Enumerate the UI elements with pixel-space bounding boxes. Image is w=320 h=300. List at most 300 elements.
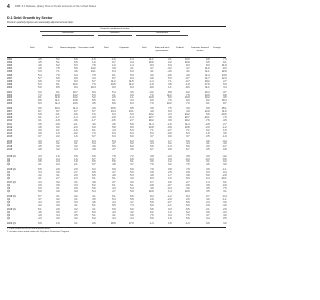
- table-cell: 6.6: [92, 155, 96, 158]
- table-cell: 1.6: [168, 177, 172, 180]
- table-cell: 8.8: [168, 91, 172, 94]
- table-cell: 6.4: [92, 140, 96, 143]
- table-cell: 5.6: [150, 217, 154, 220]
- table-cell: -1.3: [129, 59, 134, 61]
- table-cell: 2.8: [150, 171, 154, 174]
- table-cell: 5.6: [206, 113, 210, 116]
- table-cell: 3.6: [112, 124, 116, 127]
- table-cell: 2.3: [168, 113, 172, 116]
- table-cell: 3.5: [168, 84, 172, 86]
- table-cell: 10.9: [185, 191, 190, 194]
- table-cell: -2.7: [167, 130, 172, 132]
- table-cell: -4.2: [222, 155, 227, 158]
- table-cell: 1.4: [168, 191, 172, 194]
- table-cell: 4.4: [186, 143, 190, 146]
- table-cell: 3.8: [206, 185, 210, 188]
- table-cell: 1.8: [74, 161, 78, 164]
- table-cell: -0.5: [111, 119, 116, 122]
- table-cell: 4.6: [92, 146, 96, 149]
- table-cell: 0.2: [168, 164, 172, 167]
- row-label: 2016: [7, 140, 13, 143]
- table-cell: 0.7: [112, 61, 116, 64]
- group-header-rule: [136, 35, 188, 36]
- table-cell: 6.7: [112, 158, 116, 161]
- table-subtitle: Percent; quarterly figures are seasonally adjusted annual rates: [7, 21, 74, 24]
- row-label: 2013: [7, 130, 13, 132]
- table-cell: 6.0: [130, 135, 134, 138]
- table-cell: 5.1: [56, 61, 60, 64]
- table-cell: -0.7: [185, 78, 190, 81]
- table-cell: 2.4: [56, 158, 60, 161]
- table-cell: -3.2: [167, 67, 172, 70]
- table-cell: 5.7: [38, 195, 42, 198]
- table-cell: 0.2: [206, 130, 210, 132]
- column-header: Domestic financial sectors: [191, 47, 209, 52]
- table-cell: 3.9: [168, 119, 172, 122]
- column-header: Total: [29, 47, 35, 49]
- row-label: 2017 Q1: [7, 182, 16, 185]
- table-cell: 4.0: [92, 124, 96, 127]
- column-header: Total: [47, 47, 53, 49]
- table-cell: 3.2: [56, 182, 60, 185]
- table-cell: 6.2: [38, 91, 42, 94]
- table-cell: 6.7: [92, 158, 96, 161]
- table-row: [7, 136, 226, 139]
- table-cell: 1.1: [130, 97, 134, 100]
- table-cell: -1.1: [222, 169, 227, 171]
- table-cell: 13.1: [129, 110, 134, 113]
- table-cell: 3.3: [74, 185, 78, 188]
- table-cell: 4.2: [38, 174, 42, 177]
- table-row: [7, 223, 226, 226]
- group-header-rule: [42, 35, 94, 36]
- row-label: 1993: [7, 64, 13, 67]
- table-cell: 4.7: [186, 67, 190, 70]
- table-cell: 13.4: [111, 110, 116, 113]
- table-cell: 11.4: [205, 75, 210, 78]
- table-cell: 11.4: [185, 124, 190, 127]
- table-cell: 4.0: [206, 198, 210, 201]
- table-cell: 3.6: [206, 140, 210, 143]
- table-cell: 4.6: [38, 67, 42, 70]
- table-cell: 8.7: [223, 103, 227, 106]
- group-header: Households: [62, 32, 74, 34]
- table-cell: -3.6: [73, 119, 78, 122]
- row-label: Q3: [7, 215, 11, 217]
- table-cell: 4.8: [186, 174, 190, 177]
- table-cell: 0.2: [223, 161, 227, 164]
- table-cell: 2.5: [168, 171, 172, 174]
- table-cell: 2.7: [223, 124, 227, 127]
- row-label: 2018: [7, 146, 13, 149]
- row-label: Q3: [7, 174, 11, 177]
- table-cell: -1.8: [55, 119, 60, 122]
- table-cell: 4.1: [38, 119, 42, 122]
- table-cell: 4.8: [150, 174, 154, 177]
- table-cell: 6.0: [186, 140, 190, 143]
- table-cell: 5.6: [112, 146, 116, 149]
- table-cell: -1.9: [222, 135, 227, 138]
- table-cell: 8.3: [206, 64, 210, 67]
- table-title: D.1 Debt Growth by Sector: [7, 16, 53, 20]
- table-cell: 5.2: [92, 217, 96, 220]
- row-label: 2015 Q1: [7, 155, 16, 158]
- table-cell: 4.6: [74, 70, 78, 73]
- table-cell: 5.6: [150, 146, 154, 149]
- table-cell: 6.9: [38, 81, 42, 84]
- table-cell: 6.6: [130, 195, 134, 198]
- table-cell: 1.9: [56, 222, 60, 225]
- table-cell: 9.1: [56, 84, 60, 86]
- table-cell: 4.6: [223, 143, 227, 146]
- table-cell: 5.7: [92, 81, 96, 84]
- table-cell: 6.1: [112, 75, 116, 78]
- table-cell: 5.0: [223, 84, 227, 86]
- table-cell: 3.4: [38, 171, 42, 174]
- table-cell: 6.5: [186, 209, 190, 212]
- table-cell: -0.9: [167, 127, 172, 130]
- table-cell: 10.5: [111, 107, 116, 110]
- table-cell: 10.9: [149, 61, 154, 64]
- table-cell: 8.4: [186, 195, 190, 198]
- table-cell: 6.1: [112, 100, 116, 103]
- table-cell: 4.1: [112, 215, 116, 217]
- table-cell: 4.1: [92, 209, 96, 212]
- table-cell: 3.2: [74, 217, 78, 220]
- table-cell: 11.0: [129, 84, 134, 86]
- table-cell: 8.5: [56, 86, 60, 89]
- table-cell: 9.0: [150, 100, 154, 103]
- table-cell: 3.1: [74, 198, 78, 201]
- table-cell: -2.3: [167, 155, 172, 158]
- table-cell: 4.1: [38, 177, 42, 180]
- table-cell: 3.5: [206, 188, 210, 191]
- table-cell: 4.4: [38, 201, 42, 204]
- table-cell: 3.1: [74, 222, 78, 225]
- table-cell: 3.2: [56, 198, 60, 201]
- table-cell: 3.6: [223, 132, 227, 135]
- table-cell: 7.9: [186, 169, 190, 171]
- table-cell: 6.5: [112, 204, 116, 207]
- table-cell: 2.6: [223, 209, 227, 212]
- table-cell: 8.7: [112, 78, 116, 81]
- table-cell: 2.9: [74, 188, 78, 191]
- table-cell: 4.3: [130, 100, 134, 103]
- table-cell: 11.0: [205, 67, 210, 70]
- table-cell: -1.3: [185, 222, 190, 225]
- table-cell: -10.6: [221, 113, 227, 116]
- table-cell: 14.1: [91, 70, 96, 73]
- table-cell: 9.2: [206, 100, 210, 103]
- table-cell: 6.0: [130, 209, 134, 212]
- table-cell: 4.7: [112, 171, 116, 174]
- table-cell: -0.7: [167, 185, 172, 188]
- table-cell: 3.7: [112, 182, 116, 185]
- table-cell: 5.1: [92, 204, 96, 207]
- table-cell: 4.6: [130, 149, 134, 152]
- table-cell: 5.9: [74, 67, 78, 70]
- row-label: 2000: [7, 86, 13, 89]
- table-cell: 10.7: [73, 91, 78, 94]
- table-cell: -4.7: [222, 91, 227, 94]
- table-cell: 4.5: [168, 116, 172, 119]
- table-cell: 4.8: [38, 149, 42, 152]
- table-cell: 3.0: [56, 204, 60, 207]
- table-cell: 3.9: [186, 107, 190, 110]
- table-cell: 9.3: [38, 103, 42, 106]
- table-cell: 5.5: [112, 161, 116, 164]
- table-cell: 0.4: [130, 61, 134, 64]
- column-header: Total: [103, 47, 109, 49]
- table-cell: 1.8: [206, 132, 210, 135]
- footnote: 1. Data shown are on an end-of-period basis.: [7, 228, 51, 230]
- table-cell: 3.3: [56, 201, 60, 204]
- table-cell: 4.4: [112, 217, 116, 220]
- table-cell: 17.0: [129, 222, 134, 225]
- row-label: Q4: [7, 204, 11, 207]
- release-line: FRB: Z.1 Release, [date], Flow of Funds Accounts of the United States: [15, 5, 97, 8]
- table-cell: 3.2: [74, 146, 78, 149]
- row-label: 2003: [7, 97, 13, 100]
- table-cell: 3.7: [186, 135, 190, 138]
- row-label: 2018 Q1: [7, 195, 16, 198]
- table-row: [7, 120, 226, 123]
- table-cell: 25.1: [222, 107, 227, 110]
- table-cell: 6.5: [92, 161, 96, 164]
- table-cell: 3.6: [206, 169, 210, 171]
- table-cell: -0.8: [185, 185, 190, 188]
- table-cell: 10.2: [205, 97, 210, 100]
- table-cell: 6.3: [168, 110, 172, 113]
- row-label: 2012: [7, 127, 13, 130]
- table-cell: 13.6: [73, 103, 78, 106]
- table-cell: 3.0: [206, 146, 210, 149]
- table-cell: 3.0: [206, 155, 210, 158]
- table-cell: 24.2: [185, 113, 190, 116]
- table-cell: 20.2: [185, 119, 190, 122]
- table-cell: -1.7: [55, 116, 60, 119]
- table-cell: 5.9: [186, 201, 190, 204]
- table-cell: 2.3: [56, 161, 60, 164]
- row-label: Q3: [7, 201, 11, 204]
- table-cell: 3.6: [186, 161, 190, 164]
- table-cell: 5.9: [112, 209, 116, 212]
- table-cell: 2.7: [74, 171, 78, 174]
- table-cell: 6.1: [92, 177, 96, 180]
- table-cell: 4.5: [223, 97, 227, 100]
- table-cell: 7.6: [150, 94, 154, 97]
- table-cell: 11.0: [222, 110, 227, 113]
- table-cell: 4.6: [223, 215, 227, 217]
- table-row: [7, 71, 226, 74]
- table-cell: -0.3: [205, 158, 210, 161]
- table-cell: 4.3: [38, 182, 42, 185]
- table-cell: 2.3: [74, 140, 78, 143]
- table-cell: -0.6: [73, 113, 78, 116]
- table-cell: 7.6: [186, 164, 190, 167]
- table-cell: 5.3: [130, 75, 134, 78]
- table-cell: 6.2: [92, 169, 96, 171]
- table-cell: 6.5: [206, 61, 210, 64]
- table-cell: 5.3: [112, 198, 116, 201]
- table-cell: 14.2: [91, 67, 96, 70]
- table-cell: 3.1: [56, 195, 60, 198]
- row-label: Q4: [7, 217, 11, 220]
- table-cell: 3.1: [74, 143, 78, 146]
- table-cell: 4.7: [112, 149, 116, 152]
- table-cell: 1.6: [56, 155, 60, 158]
- table-cell: 20.2: [149, 119, 154, 122]
- table-cell: 4.6: [92, 107, 96, 110]
- table-cell: -0.9: [222, 185, 227, 188]
- table-cell: 10.8: [185, 127, 190, 130]
- table-cell: 5.0: [206, 174, 210, 177]
- table-cell: 5.1: [112, 177, 116, 180]
- table-cell: 7.9: [56, 81, 60, 84]
- table-cell: 6.4: [74, 75, 78, 78]
- table-cell: 11.5: [129, 81, 134, 84]
- table-cell: 3.9: [38, 132, 42, 135]
- table-cell: -1.9: [149, 84, 154, 86]
- table-cell: 8.3: [150, 177, 154, 180]
- table-cell: 4.7: [150, 67, 154, 70]
- table-cell: -6.6: [222, 158, 227, 161]
- table-cell: 4.4: [130, 217, 134, 220]
- table-cell: 5.9: [150, 201, 154, 204]
- table-cell: 11.1: [55, 100, 60, 103]
- table-cell: 2.9: [38, 158, 42, 161]
- table-cell: 5.2: [92, 97, 96, 100]
- table-cell: 3.6: [206, 212, 210, 215]
- row-label: 2017: [7, 143, 13, 146]
- table-cell: 1.6: [74, 135, 78, 138]
- table-cell: 3.0: [223, 201, 227, 204]
- table-cell: 4.6: [150, 188, 154, 191]
- table-cell: 3.1: [38, 116, 42, 119]
- table-cell: 7.8: [92, 75, 96, 78]
- table-cell: -2.0: [73, 127, 78, 130]
- table-cell: -0.9: [55, 124, 60, 127]
- table-cell: -0.3: [149, 158, 154, 161]
- table-cell: 0.9: [74, 155, 78, 158]
- super-header: Domestic nonfinancial sectors: [100, 27, 130, 30]
- table-cell: -10.1: [204, 116, 210, 119]
- table-cell: 3.4: [56, 215, 60, 217]
- table-cell: 5.0: [186, 204, 190, 207]
- table-cell: 4.8: [92, 149, 96, 152]
- table-cell: 2.7: [186, 182, 190, 185]
- table-cell: 2.5: [206, 135, 210, 138]
- table-cell: 4.3: [112, 212, 116, 215]
- table-cell: 9.3: [112, 86, 116, 89]
- table-cell: 2.2: [168, 61, 172, 64]
- table-cell: 1.0: [112, 64, 116, 67]
- table-cell: 4.1: [92, 195, 96, 198]
- table-cell: 1.5: [223, 130, 227, 132]
- table-cell: 4.0: [38, 130, 42, 132]
- table-cell: 16.3: [222, 100, 227, 103]
- table-cell: 2.3: [206, 201, 210, 204]
- table-cell: 1.4: [130, 64, 134, 67]
- table-cell: 6.1: [130, 161, 134, 164]
- table-cell: 3.5: [38, 161, 42, 164]
- table-cell: 22.9: [222, 70, 227, 73]
- row-label: Q4: [7, 164, 11, 167]
- table-cell: -1.4: [73, 116, 78, 119]
- table-cell: 5.5: [92, 100, 96, 103]
- table-cell: 4.7: [130, 201, 134, 204]
- table-cell: 4.1: [150, 70, 154, 73]
- table-cell: 3.9: [112, 67, 116, 70]
- table-cell: 4.5: [92, 198, 96, 201]
- table-cell: 3.6: [38, 185, 42, 188]
- table-cell: -0.2: [149, 91, 154, 94]
- table-cell: -4.6: [167, 70, 172, 73]
- table-cell: 5.0: [38, 86, 42, 89]
- table-cell: 5.3: [74, 64, 78, 67]
- table-cell: 6.3: [112, 113, 116, 116]
- table-cell: 5.0: [150, 204, 154, 207]
- table-cell: 1.7: [168, 140, 172, 143]
- table-cell: 3.5: [74, 215, 78, 217]
- table-cell: 2.3: [74, 177, 78, 180]
- table-cell: 0.4: [223, 171, 227, 174]
- table-cell: 4.0: [150, 75, 154, 78]
- table-cell: 0.6: [168, 182, 172, 185]
- table-cell: 5.6: [186, 146, 190, 149]
- table-cell: 5.2: [130, 143, 134, 146]
- table-cell: 1.6: [74, 158, 78, 161]
- table-cell: 8.1: [38, 97, 42, 100]
- table-cell: 0.4: [168, 215, 172, 217]
- table-cell: 0.6: [150, 78, 154, 81]
- table-cell: 2.9: [206, 204, 210, 207]
- table-cell: 14.2: [73, 97, 78, 100]
- table-cell: 4.5: [38, 146, 42, 149]
- table-cell: 7.0: [150, 103, 154, 106]
- table-cell: 5.7: [38, 78, 42, 81]
- table-cell: 7.0: [186, 103, 190, 106]
- table-cell: 3.7: [150, 135, 154, 138]
- table-cell: 3.1: [223, 191, 227, 194]
- table-cell: 3.0: [56, 191, 60, 194]
- table-cell: 10.6: [205, 94, 210, 97]
- table-cell: 2.7: [206, 195, 210, 198]
- table-cell: 0.9: [168, 158, 172, 161]
- table-cell: 3.1: [56, 188, 60, 191]
- table-cell: 5.0: [92, 212, 96, 215]
- table-cell: 4.7: [206, 215, 210, 217]
- table-cell: 4.0: [186, 75, 190, 78]
- group-header-rule: [98, 35, 132, 36]
- table-cell: 3.3: [74, 201, 78, 204]
- table-cell: 3.1: [56, 174, 60, 177]
- row-label: 2010: [7, 119, 13, 122]
- table-cell: 2.1: [112, 94, 116, 97]
- row-label: 1995: [7, 70, 13, 73]
- table-cell: 7.0: [56, 75, 60, 78]
- table-cell: 6.9: [74, 78, 78, 81]
- table-cell: 7.6: [186, 94, 190, 97]
- table-cell: 2.7: [130, 119, 134, 122]
- table-cell: 1.8: [168, 222, 172, 225]
- table-cell: 7.8: [112, 155, 116, 158]
- table-cell: 3.6: [56, 212, 60, 215]
- table-cell: 1.0: [92, 61, 96, 64]
- column-header: Home mortgage: [60, 47, 76, 49]
- table-cell: 2.5: [112, 97, 116, 100]
- table-cell: 5.6: [186, 217, 190, 220]
